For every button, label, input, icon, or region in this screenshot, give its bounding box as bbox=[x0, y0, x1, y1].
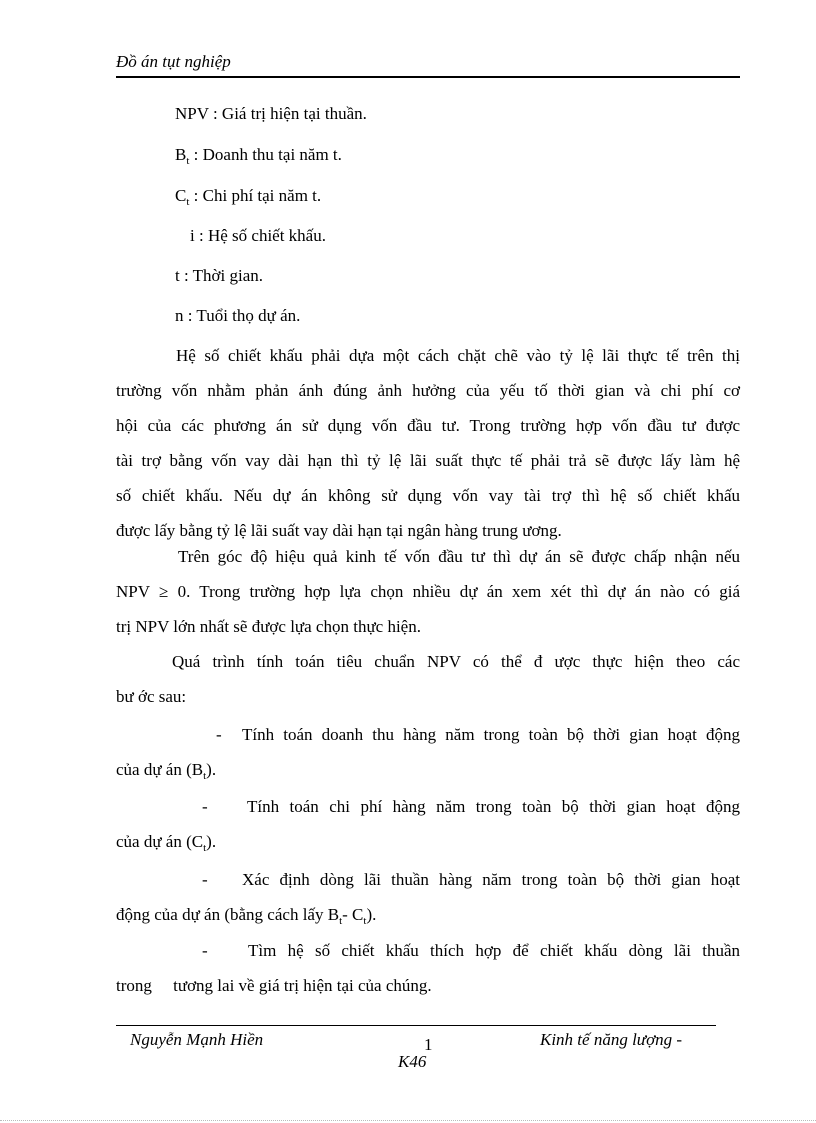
step-text: của dự án (B bbox=[116, 760, 204, 779]
definition-text: : Giá trị hiện tại thuần. bbox=[208, 104, 367, 123]
step-text: Xác định dòng lãi thuần hàng năm trong toàn bộ thời gian hoạt bbox=[242, 870, 740, 889]
step-item bbox=[116, 797, 740, 867]
step-text: ). bbox=[366, 905, 377, 924]
step-subscript: t bbox=[339, 915, 343, 927]
footer-rule bbox=[116, 1025, 716, 1026]
step-second-line bbox=[116, 905, 740, 925]
step-second-line bbox=[116, 976, 740, 996]
step-subscript: t bbox=[363, 915, 367, 927]
definition-i bbox=[190, 226, 326, 246]
paragraph-discount-rate bbox=[116, 346, 740, 556]
header-title: Đồ án tụt nghiệp bbox=[116, 52, 231, 71]
step-first-line bbox=[116, 870, 740, 890]
header-rule bbox=[116, 76, 740, 78]
paragraph-line: Quá trình tính toán tiêu chuẩn NPV có thể đ ược thực hiện theo các bbox=[172, 652, 740, 671]
definition-text: : Chi phí tại năm t. bbox=[189, 186, 322, 205]
paragraph-line: được lấy bằng tỷ lệ lãi suất vay dài hạn tại ngân hàng trung ương. bbox=[116, 521, 562, 540]
paragraph-process-intro bbox=[116, 652, 740, 722]
definition-symbol: C bbox=[175, 186, 187, 205]
paragraph-line: NPV ≥ 0. Trong trường hợp lựa chọn nhiều dự án xem xét thì dự án nào có giá bbox=[116, 582, 740, 601]
step-dash: - bbox=[202, 870, 208, 889]
step-text: Tìm hệ số chiết khấu thích hợp để chiết khấu dòng lãi thuần bbox=[248, 941, 740, 960]
definition-text: : Tuổi thọ dự án. bbox=[183, 306, 301, 325]
definition-ct bbox=[175, 186, 321, 206]
page-number: 1 bbox=[424, 1035, 433, 1054]
definition-subscript: t bbox=[186, 155, 190, 167]
definition-n bbox=[175, 306, 300, 326]
step-dash: - bbox=[216, 725, 222, 744]
paragraph-line: Hệ số chiết khấu phải dựa một cách chặt chẽ vào tỷ lệ lãi thực tế trên thị bbox=[176, 346, 740, 365]
footer-department-cont: K46 bbox=[398, 1052, 427, 1071]
paragraph-acceptance bbox=[116, 547, 740, 652]
step-subscript: t bbox=[203, 770, 207, 782]
definition-bt bbox=[175, 145, 342, 165]
step-dash: - bbox=[202, 941, 208, 960]
definition-symbol: B bbox=[175, 145, 187, 164]
paragraph-line: tài trợ bằng vốn vay dài hạn thì tỷ lệ lãi suất thực tế phải trả sẽ được lấy làm hệ bbox=[116, 451, 740, 470]
definition-t bbox=[175, 266, 263, 286]
definition-subscript: t bbox=[186, 196, 190, 208]
footer-department: Kinh tế năng lượng - bbox=[540, 1030, 683, 1049]
definition-symbol: n bbox=[175, 306, 184, 325]
step-item bbox=[116, 725, 740, 795]
step-second-line bbox=[116, 832, 740, 852]
step-text: Tính toán chi phí hàng năm trong toàn bộ thời gian hoạt động bbox=[247, 797, 740, 816]
step-text: trong tương lai về giá trị hiện tại của chúng. bbox=[116, 976, 432, 995]
definition-text: : Thời gian. bbox=[179, 266, 264, 285]
definition-symbol: NPV bbox=[175, 104, 209, 123]
definition-symbol: i bbox=[190, 226, 195, 245]
definition-symbol: t bbox=[175, 266, 180, 285]
paragraph-line: trị NPV lớn nhất sẽ được lựa chọn thực hiện. bbox=[116, 617, 421, 636]
step-item bbox=[116, 870, 740, 940]
definition-npv bbox=[175, 104, 367, 124]
step-text: của dự án (C bbox=[116, 832, 204, 851]
footer-author: Nguyễn Mạnh Hiền bbox=[130, 1030, 264, 1049]
step-item bbox=[116, 941, 740, 1011]
paragraph-line: số chiết khấu. Nếu dự án không sử dụng vốn vay tài trợ thì hệ số chiết khấu bbox=[116, 486, 740, 505]
step-text: Tính toán doanh thu hàng năm trong toàn bộ thời gian hoạt động bbox=[242, 725, 740, 744]
step-second-line bbox=[116, 760, 740, 780]
step-first-line bbox=[116, 941, 740, 961]
step-text: ). bbox=[206, 760, 217, 779]
page-edge-divider bbox=[0, 1120, 816, 1121]
step-subscript: t bbox=[203, 842, 207, 854]
step-first-line bbox=[116, 725, 740, 745]
paragraph-line: trường vốn nhằm phản ánh đúng ảnh hưởng của yếu tố thời gian và chi phí cơ bbox=[116, 381, 740, 400]
step-text: động của dự án (bằng cách lấy B bbox=[116, 905, 340, 924]
definition-text: : Hệ số chiết khấu. bbox=[194, 226, 326, 245]
step-text: - C bbox=[342, 905, 364, 924]
paragraph-line: bư ớc sau: bbox=[116, 687, 187, 706]
definition-text: : Doanh thu tại năm t. bbox=[189, 145, 342, 164]
step-text: ). bbox=[206, 832, 217, 851]
paragraph-line: hội của các phương án sử dụng vốn đầu tư. Trong trường hợp vốn đầu tư được bbox=[116, 416, 740, 435]
step-dash: - bbox=[202, 797, 208, 816]
step-first-line bbox=[116, 797, 740, 817]
paragraph-line: Trên góc độ hiệu quả kinh tế vốn đầu tư thì dự án sẽ được chấp nhận nếu bbox=[178, 547, 740, 566]
